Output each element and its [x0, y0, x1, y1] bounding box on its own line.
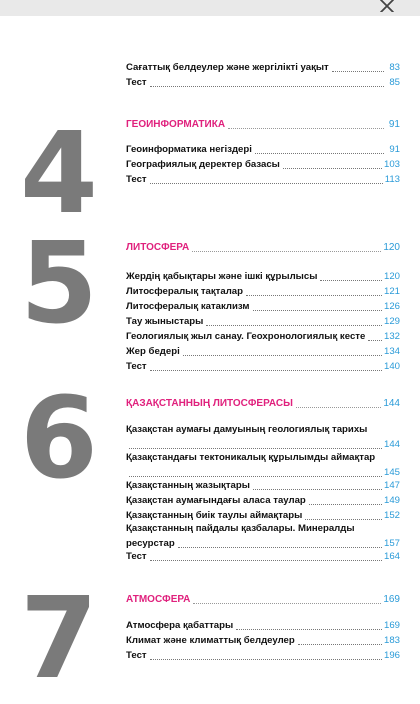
- entry-title: Сағаттық белдеулер және жергілікті уақыт: [126, 62, 329, 73]
- entry-page: 132: [383, 331, 400, 342]
- toc-entry[interactable]: [126, 284, 400, 298]
- entry-page: 129: [383, 316, 400, 327]
- entry-title: Тау жыныстары: [126, 316, 204, 327]
- toc-entry[interactable]: [126, 75, 400, 89]
- entry-page: 113: [384, 174, 400, 185]
- entry-title: Литосфералық катаклизм: [126, 301, 250, 312]
- toc-entry[interactable]: [126, 359, 400, 373]
- leader-dots: [368, 340, 382, 341]
- chapter-number: 4: [20, 109, 98, 239]
- entry-page: 152: [383, 510, 400, 521]
- chapter-page: 144: [383, 398, 400, 409]
- entry-title: Атмосфера қабаттары: [126, 620, 234, 631]
- entry-title: Геологиялық жыл санау. Геохронологиялық кесте: [126, 331, 366, 342]
- entry-title: Жердің қабықтары және ішкі құрылысы: [126, 271, 318, 282]
- entry-page: 134: [383, 346, 400, 357]
- toc-entry[interactable]: [126, 299, 400, 313]
- leader-dots: [255, 153, 384, 154]
- entry-page: 140: [383, 361, 400, 372]
- chapter-title: ҚАЗАҚСТАННЫҢ ЛИТОСФЕРАСЫ: [126, 398, 293, 409]
- chapter-title: АТМОСФЕРА: [126, 594, 191, 605]
- chapter-page: 120: [383, 242, 400, 253]
- entry-title: Қазақстан аумағындағы аласа таулар: [126, 495, 306, 506]
- entry-page: 121: [383, 286, 400, 297]
- chapter-heading[interactable]: [126, 396, 400, 410]
- toc-entry[interactable]: [126, 314, 400, 328]
- entry-page: 169: [383, 620, 400, 631]
- chapter-heading[interactable]: [126, 117, 400, 131]
- leader-dots: [178, 547, 382, 548]
- chapter-number: 7: [20, 574, 98, 704]
- entry-page: 91: [389, 144, 400, 155]
- leader-dots: [183, 355, 382, 356]
- leader-dots: [129, 476, 382, 477]
- entry-page: 149: [383, 495, 400, 506]
- entry-title: Геоинформатика негіздері: [126, 144, 252, 155]
- chapter-page: 91: [388, 119, 400, 130]
- toc-entry[interactable]: [126, 60, 400, 74]
- entry-title: Қазақстанның жазықтары: [126, 480, 250, 491]
- entry-page: 83: [389, 62, 400, 73]
- entry-page: 157: [383, 538, 400, 549]
- toc-entry[interactable]: [126, 344, 400, 358]
- entry-page: 85: [389, 77, 400, 88]
- entry-title: Тест: [126, 361, 147, 372]
- chapter-title: ЛИТОСФЕРА: [126, 242, 190, 253]
- leader-dots: [305, 519, 382, 520]
- chapter-number: 5: [20, 219, 98, 349]
- leader-dots: [129, 448, 382, 449]
- entry-title: Климат және климаттық белдеулер: [126, 635, 295, 646]
- chapter-number: 6: [20, 374, 98, 504]
- leader-dots: [332, 71, 384, 72]
- chapter-heading[interactable]: [126, 240, 400, 254]
- leader-dots: [246, 295, 382, 296]
- entry-page: 196: [383, 650, 400, 661]
- leader-dots: [150, 659, 382, 660]
- leader-dots: [296, 407, 381, 408]
- entry-title-continued: ресурстар: [126, 538, 175, 549]
- toc-entry[interactable]: [126, 452, 400, 479]
- entry-title: Тест: [126, 551, 147, 562]
- entry-page: 144: [383, 439, 400, 450]
- toc-entry[interactable]: [126, 493, 400, 507]
- entry-page: 103: [383, 159, 400, 170]
- leader-dots: [283, 168, 382, 169]
- leader-dots: [193, 603, 381, 604]
- toc-entry[interactable]: [126, 508, 400, 522]
- entry-title: Жер бедері: [126, 346, 180, 357]
- entry-page: 145: [383, 467, 400, 478]
- entry-page: 147: [383, 480, 400, 491]
- chapter-title: ГЕОИНФОРМАТИКА: [126, 119, 226, 130]
- leader-dots: [298, 644, 382, 645]
- toc-entry[interactable]: [126, 172, 400, 186]
- leader-dots: [150, 560, 382, 561]
- leader-dots: [253, 310, 382, 311]
- toc-entry[interactable]: [126, 329, 400, 343]
- entry-title: Географиялық деректер базасы: [126, 159, 280, 170]
- entry-title: Қазақстанның пайдалы қазбалары. Минералды: [126, 523, 355, 534]
- toc-entry[interactable]: [126, 269, 400, 283]
- toc-entry[interactable]: [126, 157, 400, 171]
- toc-entry[interactable]: [126, 478, 400, 492]
- leader-dots: [192, 251, 381, 252]
- chapter-page: 169: [383, 594, 400, 605]
- entry-title: Тест: [126, 174, 147, 185]
- entry-title: Қазақстанның биік таулы аймақтары: [126, 510, 303, 521]
- toc-entry[interactable]: [126, 648, 400, 662]
- entry-title: Тест: [126, 77, 147, 88]
- leader-dots: [206, 325, 382, 326]
- leader-dots: [309, 504, 382, 505]
- entry-page: 120: [383, 271, 400, 282]
- entry-page: 183: [383, 635, 400, 646]
- toc-entry[interactable]: [126, 618, 400, 632]
- entry-title: Тест: [126, 650, 147, 661]
- leader-dots: [253, 489, 382, 490]
- entry-page: 164: [383, 551, 400, 562]
- leader-dots: [320, 280, 382, 281]
- leader-dots: [236, 629, 382, 630]
- entry-title: Литосфералық тақталар: [126, 286, 243, 297]
- toc-entry[interactable]: [126, 523, 400, 550]
- leader-dots: [150, 183, 383, 184]
- chapter-heading[interactable]: [126, 592, 400, 606]
- toc-entry[interactable]: [126, 142, 400, 156]
- toc-entry[interactable]: [126, 424, 400, 451]
- toc-entry[interactable]: [126, 633, 400, 647]
- entry-title: Қазақстандағы тектоникалық құрылымды аймақтар: [126, 452, 376, 463]
- toc-entry[interactable]: [126, 549, 400, 563]
- entry-page: 126: [383, 301, 400, 312]
- leader-dots: [150, 370, 382, 371]
- leader-dots: [150, 86, 384, 87]
- entry-title: Қазақстан аумағы дамуының геологиялық тарихы: [126, 424, 368, 435]
- leader-dots: [228, 128, 384, 129]
